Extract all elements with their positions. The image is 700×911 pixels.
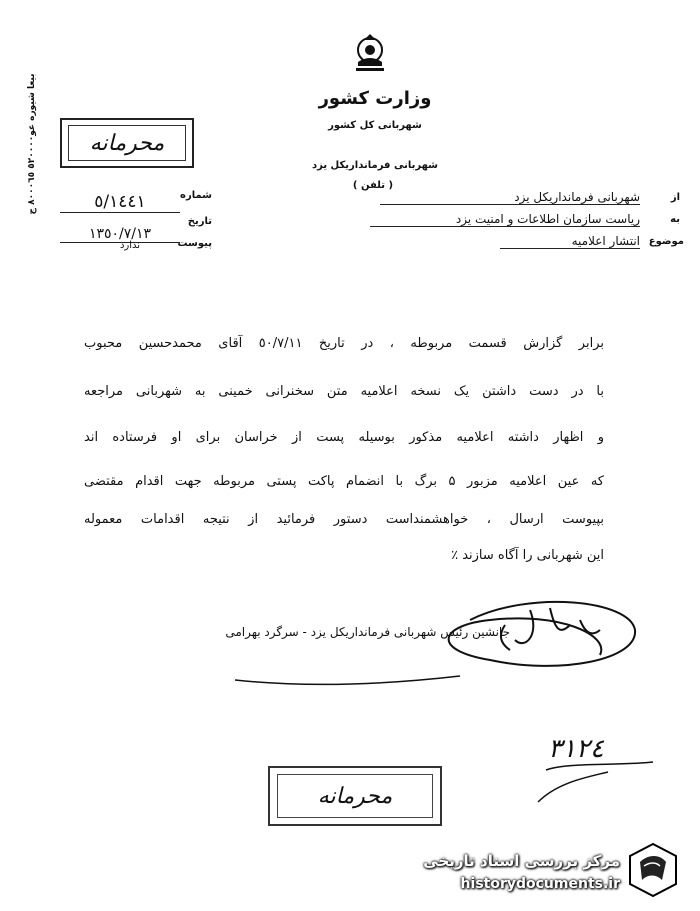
lion-and-sun-emblem-icon: [348, 32, 392, 76]
from-label: از: [670, 192, 680, 203]
enclosure-value: ندارد: [119, 240, 141, 251]
watermark-url: historydocuments.ir: [460, 876, 620, 892]
ministry-title: وزارت کشور: [318, 88, 432, 109]
number-value: ٥/١٤٤١: [60, 192, 180, 213]
subject-value: انتشار اعلامیه: [500, 234, 640, 249]
classification-stamp-top-label: محرمانه: [68, 125, 186, 161]
to-value: ریاست سازمان اطلاعات و امنیت یزد: [370, 212, 640, 227]
watermark-title: مرکز بررسی اسناد تاریخی: [423, 852, 620, 870]
body-line: برابر گزارش قسمت مربوطه ، در تاریخ ٥٠/٧/١١ آقای محمدحسین محبوب: [84, 336, 605, 351]
from-value: شهربانی فرمانداریکل یزد: [380, 190, 640, 205]
signature-line: جانشین رئیس شهربانی فرمانداریکل یزد - سرگرد بهرامی: [225, 625, 510, 639]
body-line: بپیوست ارسال ، خواهشمنداست دستور فرمائید از نتیجه اقدامات معموله: [84, 512, 604, 527]
date-label: تاریخ: [187, 216, 212, 227]
phone-line: ( تلفن ): [352, 180, 394, 191]
classification-stamp-bottom-label: محرمانه: [277, 774, 433, 818]
enclosure-label: پیوست: [177, 238, 212, 249]
side-strip-text: بیعا شیوره عو٥٢٠٠٠٠ ٨٠٠٠٦٥ ج: [27, 73, 37, 214]
classification-stamp-top: [60, 118, 194, 168]
body-line: با در دست داشتن یک نسخه اعلامیه متن سخنرانی خمینی به شهربانی مراجعه: [84, 384, 604, 399]
org-line-1: شهربانی کل کشور: [328, 120, 422, 131]
body-line: و اظهار داشته اعلامیه مذکور بوسیله پست از خراسان برای او فرستاده اند: [84, 430, 604, 445]
number-label: شماره: [180, 190, 212, 201]
to-label: به: [670, 214, 680, 225]
date-value: ١٣٥٠/٧/١٣: [60, 226, 180, 243]
archive-logo-icon: [626, 840, 680, 900]
org-line-2: شهربانی فرمانداریکل یزد: [311, 160, 439, 171]
body-line: که عین اعلامیه مزبور ۵ برگ با انضمام پاکت پستی مربوطه جهت اقدام مقتضی: [84, 474, 604, 489]
classification-stamp-bottom: [268, 766, 442, 826]
handwritten-number-text: ٣١٢٤: [548, 734, 604, 764]
handwritten-number: [528, 722, 668, 812]
subject-label: موضوع: [648, 236, 684, 247]
body-line: این شهربانی را آگاه سازند ٪: [451, 548, 604, 563]
